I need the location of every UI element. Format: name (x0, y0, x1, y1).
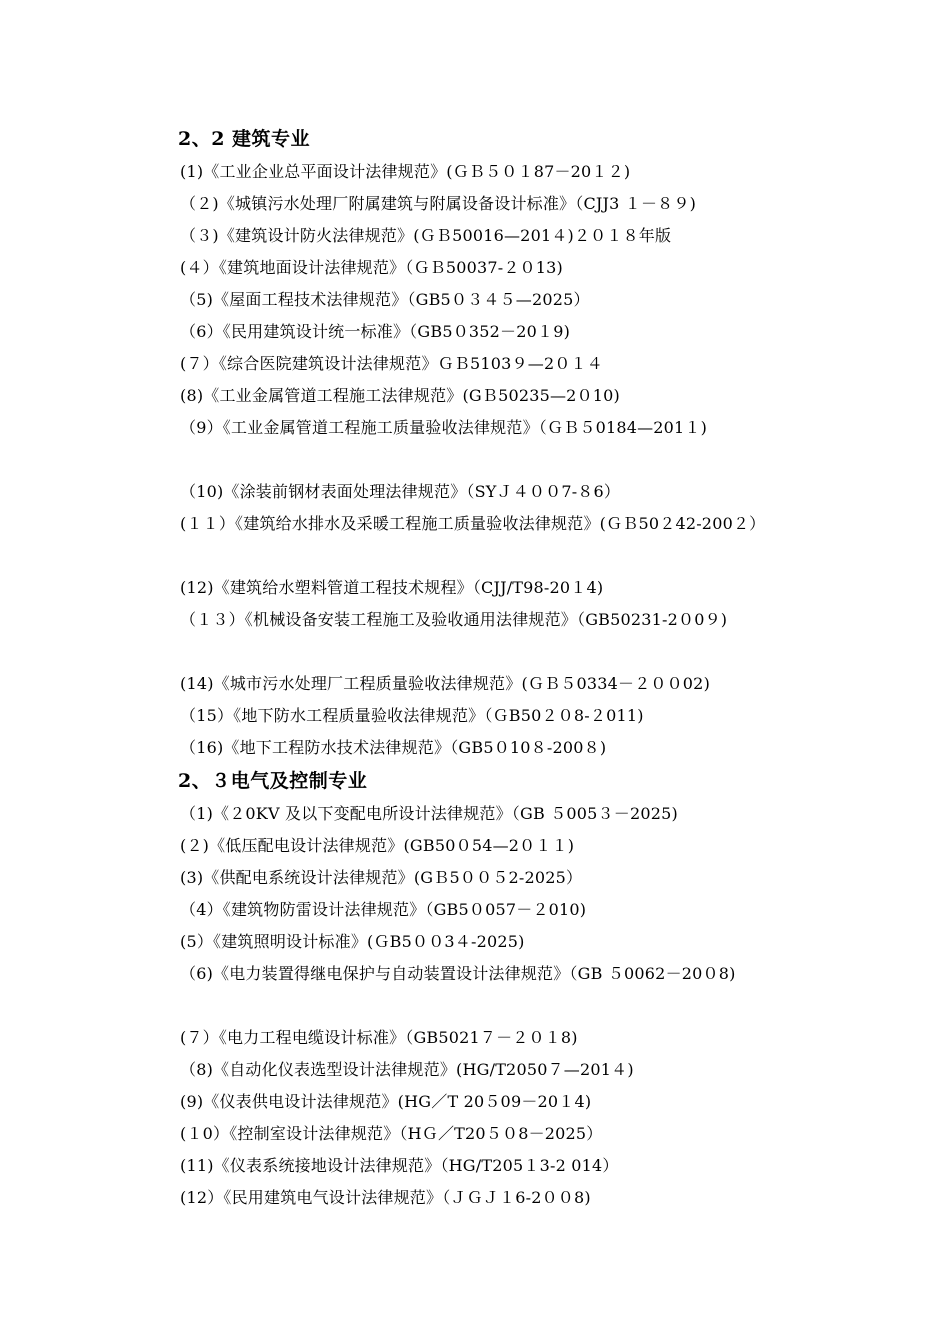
list-item: （15）《地下防水工程质量验收法律规范》（ＧB50２０8-２011) (180, 706, 644, 725)
list-item: (７）《综合医院建筑设计法律规范》ＧＢ5103９—2０１４ (180, 354, 603, 373)
list-item: (１0）《控制室设计法律规范》（HＧ／T20５０8－2025） (180, 1124, 603, 1143)
list-item: (12）《民用建筑电气设计法律规范》（ＪＧＪ１6-2００8) (180, 1188, 591, 1207)
list-item: (14)《城市污水处理厂工程质量验收法律规范》(ＧＢ５0334－２００02) (180, 674, 711, 693)
list-item: （1)《２0KV 及以下变配电所设计法律规范》（GB ５005３－2025) (180, 804, 678, 823)
list-item: （5)《屋面工程技术法律规范》（GB5０３４５—2025） (180, 290, 590, 309)
list-item: (5）《建筑照明设计标准》(ＧB5００3４-2025) (180, 932, 525, 951)
list-item: (１１）《建筑给水排水及采暖工程施工质量验收法律规范》(ＧＢ50２42-200２） (180, 514, 766, 533)
section-heading-electrical-control: 2、３电气及控制专业 (178, 770, 368, 792)
list-item: （16)《地下工程防水技术法律规范》（GB5０10８-200８) (180, 738, 607, 757)
list-item: (1)《工业企业总平面设计法律规范》(ＧＢ５０１87－20１２) (180, 162, 631, 181)
list-item: (２)《低压配电设计法律规范》(GB50０54—2０１１) (180, 836, 575, 855)
list-item: （9）《工业金属管道工程施工质量验收法律规范》（ＧＢ５0184—201１) (180, 418, 708, 437)
list-item: （4）《建筑物防雷设计法律规范》（GB5０057－２010) (180, 900, 587, 919)
list-item: (3)《供配电系统设计法律规范》(GＢ5００５2-2025） (180, 868, 583, 887)
list-item: (9)《仪表供电设计法律规范》(HG／T 20５09－20１4) (180, 1092, 592, 1111)
list-item: (11)《仪表系统接地设计法律规范》（HG/T205１3-2 014） (180, 1156, 619, 1175)
list-item: （6)《电力装置得继电保护与自动装置设计法律规范》（GB ５0062－20０8) (180, 964, 736, 983)
list-item: （6）《民用建筑设计统一标准》（GB5０352－20１9) (180, 322, 571, 341)
list-item: （２)《城镇污水处理厂附属建筑与附属设备设计标准》（CJJ3 １－８９) (180, 194, 697, 213)
list-item: (４）《建筑地面设计法律规范》（ＧＢ50037-２０13) (180, 258, 563, 277)
list-item: （8)《自动化仪表选型设计法律规范》(HG/T2050７—201４) (180, 1060, 634, 1079)
list-item: （３)《建筑设计防火法律规范》(ＧＢ50016—201４)２０１８年版 (180, 226, 672, 245)
list-item: （１３）《机械设备安装工程施工及验收通用法律规范》（GB50231-2０0９) (180, 610, 728, 629)
section-heading-architecture: 2、2 建筑专业 (178, 128, 311, 150)
list-item: (７）《电力工程电缆设计标准》（GB5021７－２０１8) (180, 1028, 578, 1047)
list-item: (8)《工业金属管道工程施工法律规范》(GＢ50235—2０10) (180, 386, 620, 405)
list-item: （10)《涂装前钢材表面处理法律规范》（SYＪ４００7-８6） (180, 482, 621, 501)
list-item: (12)《建筑给水塑料管道工程技术规程》（CJJ/T98-20１4) (180, 578, 604, 597)
